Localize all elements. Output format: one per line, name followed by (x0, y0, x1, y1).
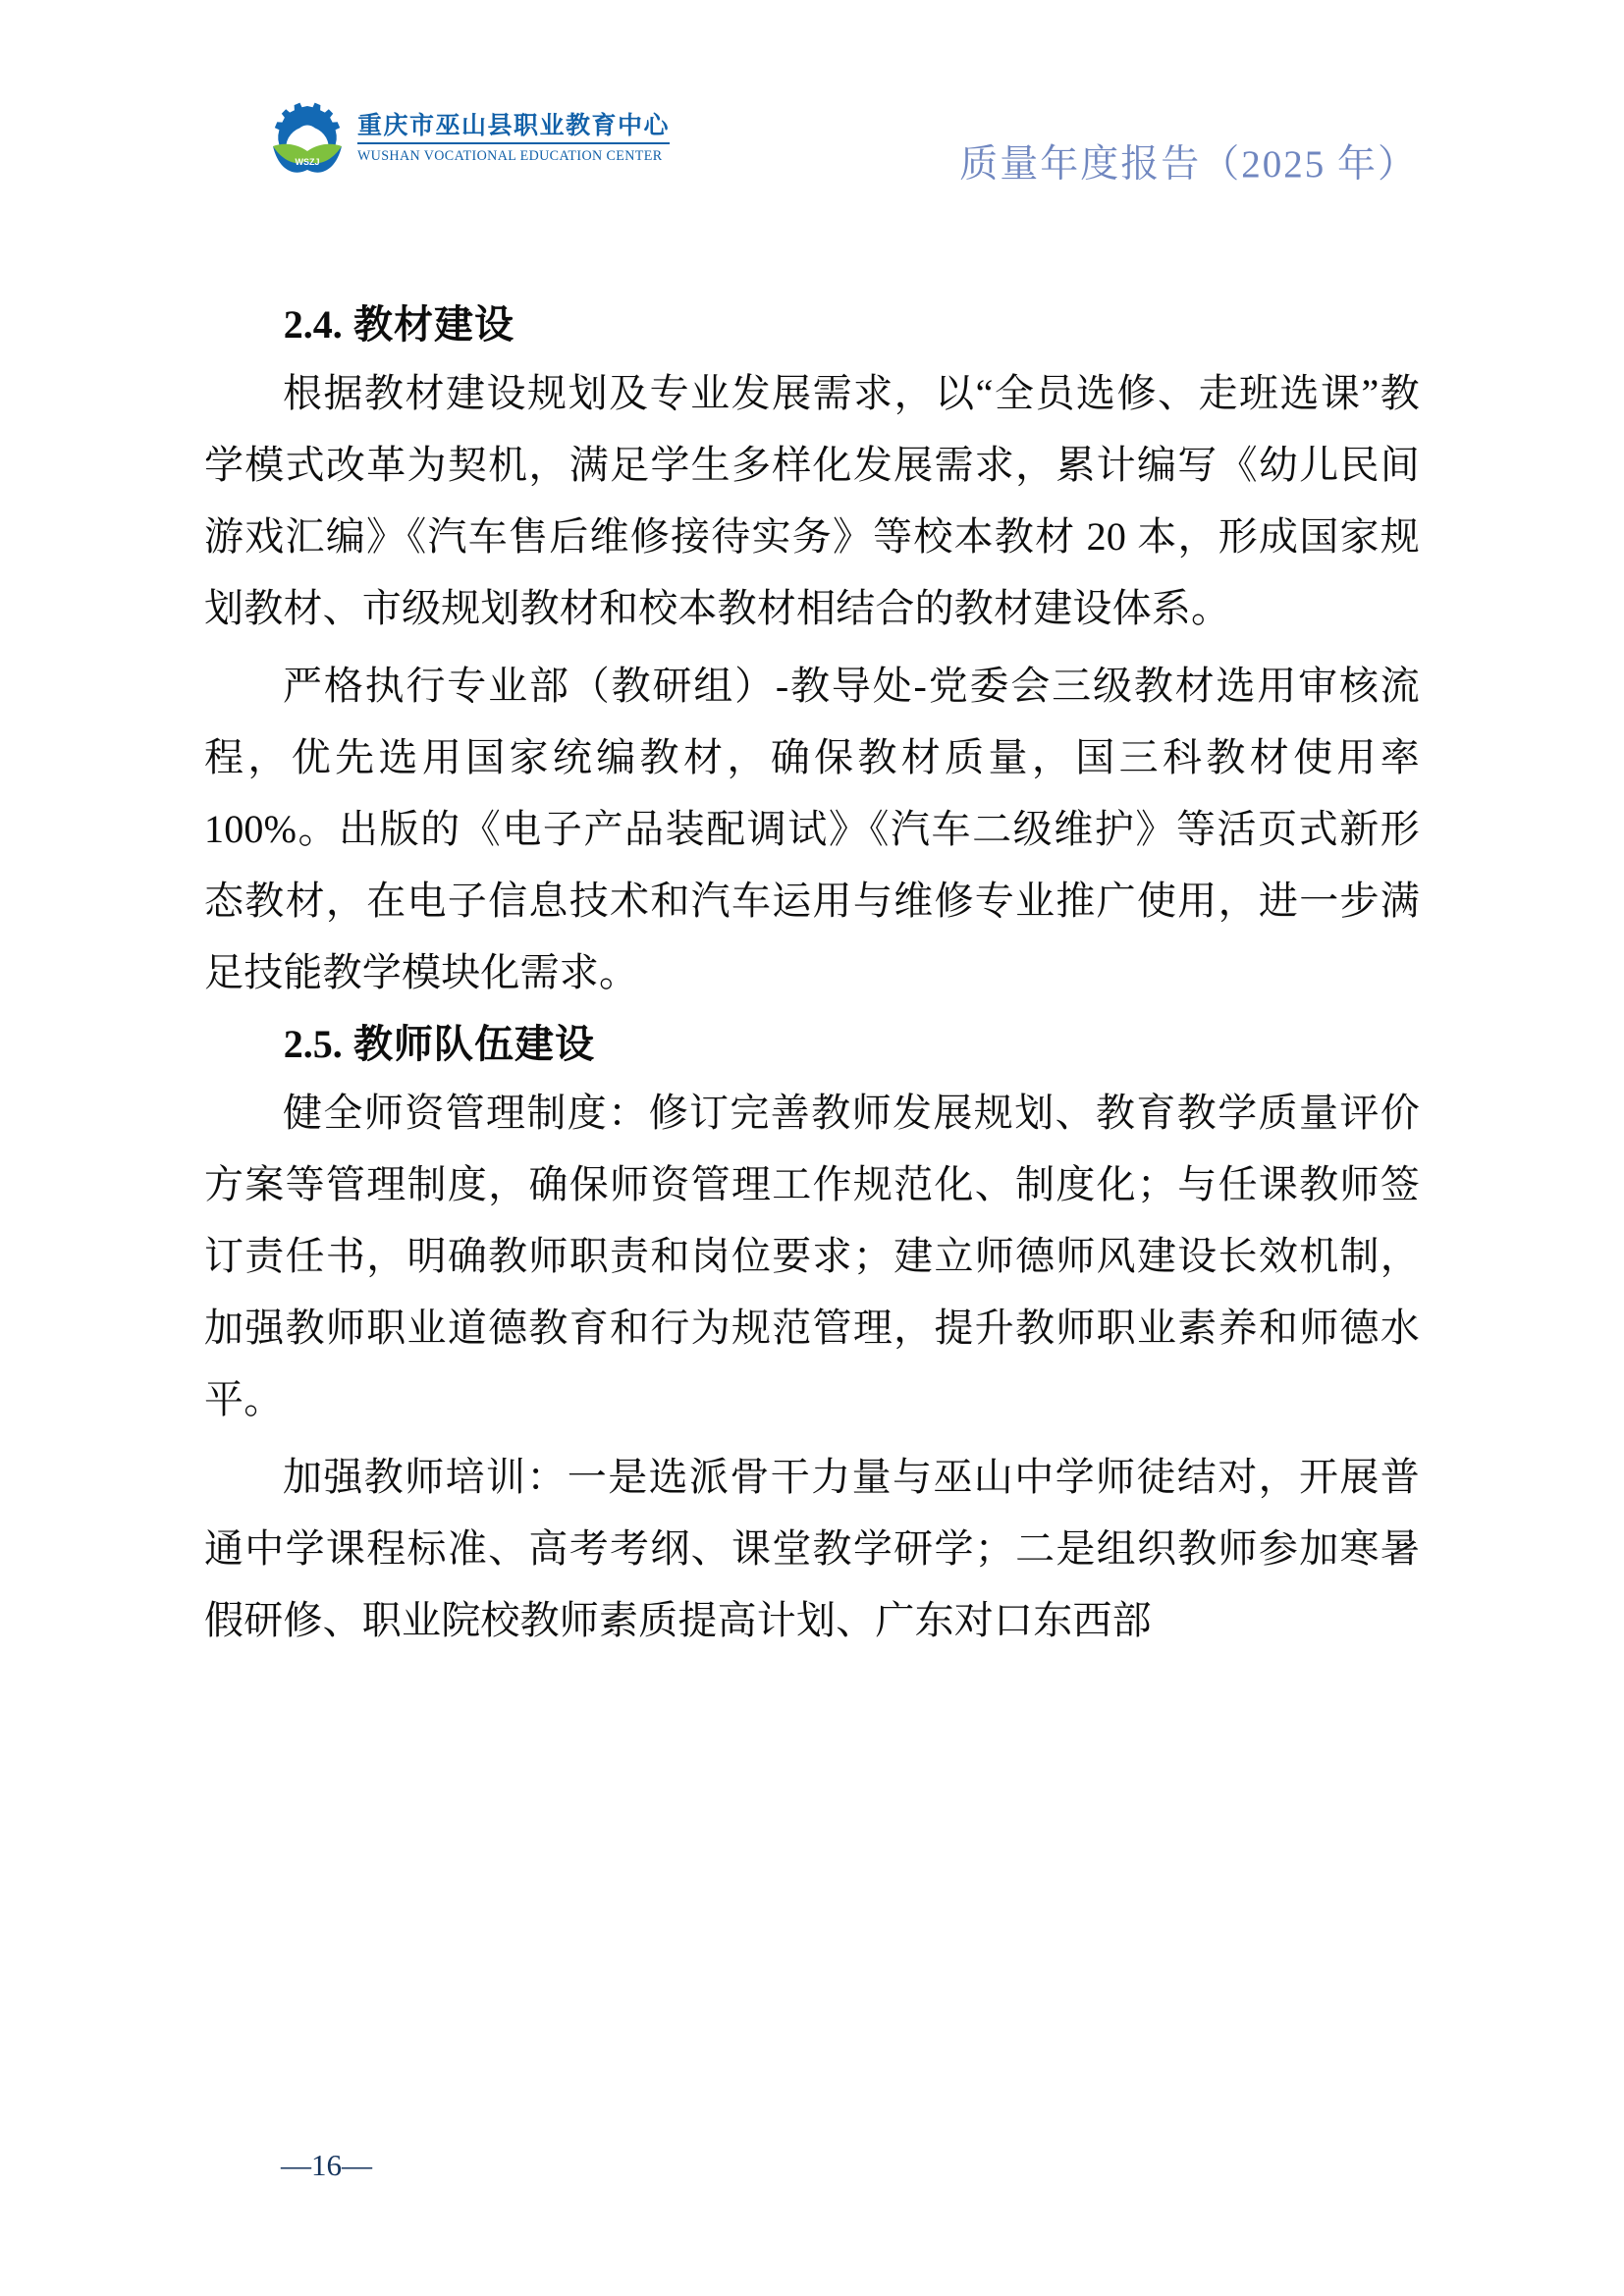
organization-name-en: WUSHAN VOCATIONAL EDUCATION CENTER (357, 148, 663, 164)
paragraph-2-4-1: 根据教材建设规划及专业发展需求，以“全员选修、走班选课”教学模式改革为契机，满足学生多样化发展需求，累计编写《幼儿民间游戏汇编》《汽车售后维修接待实务》等校本教材 20 本，形成国家规划教材、市级规划教材和校本教材相结合的教材建设体系。 (204, 371, 1420, 630)
paragraph-2-5-2: 加强教师培训：一是选派骨干力量与巫山中学师徒结对，开展普通中学课程标准、高考考纲、课堂教学研学；二是组织教师参加寒暑假研修、职业院校教师素质提高计划、广东对口东西部 (204, 1455, 1420, 1642)
section-number-2-5: 2.5. (283, 1022, 343, 1066)
section-title-2-4: 教材建设 (352, 302, 514, 347)
section-number-2-4: 2.4. (283, 302, 343, 347)
report-header-title: 质量年度报告（2025 年） (959, 143, 1418, 186)
page-number: —16— (281, 2148, 372, 2182)
organization-name-cn: 重庆市巫山县职业教育中心 (357, 114, 670, 144)
section-heading-2-4 (204, 294, 1420, 355)
gear-book-emblem-icon (267, 96, 348, 177)
section-title-2-5: 教师队伍建设 (352, 1022, 595, 1066)
page-header (0, 0, 1624, 196)
page-footer (0, 2150, 1624, 2180)
paragraph-2-5-1: 健全师资管理制度：修订完善教师发展规划、教育教学质量评价方案等管理制度，确保师资管理工作规范化、制度化；与任课教师签订责任书，明确教师职责和岗位要求；建立师德师风建设长效机制，加强教师职业道德教育和行为规范管理，提升教师职业素养和师德水平。 (204, 1091, 1420, 1421)
logo-wordmark (357, 94, 672, 164)
section-heading-2-5 (204, 1014, 1420, 1075)
school-logo (267, 94, 672, 177)
paragraph-2-4-2: 严格执行专业部（教研组）-教导处-党委会三级教材选用审核流程，优先选用国家统编教材，确保教材质量，国三科教材使用率 100%。出版的《电子产品装配调试》《汽车二级维护》等活页式新形态教材，在电子信息技术和汽车运用与维修专业推广使用，进一步满足技能教学模块化需求。 (204, 664, 1420, 994)
page-content (204, 294, 1420, 1656)
emblem-initials-text: WSZJ (295, 157, 320, 167)
